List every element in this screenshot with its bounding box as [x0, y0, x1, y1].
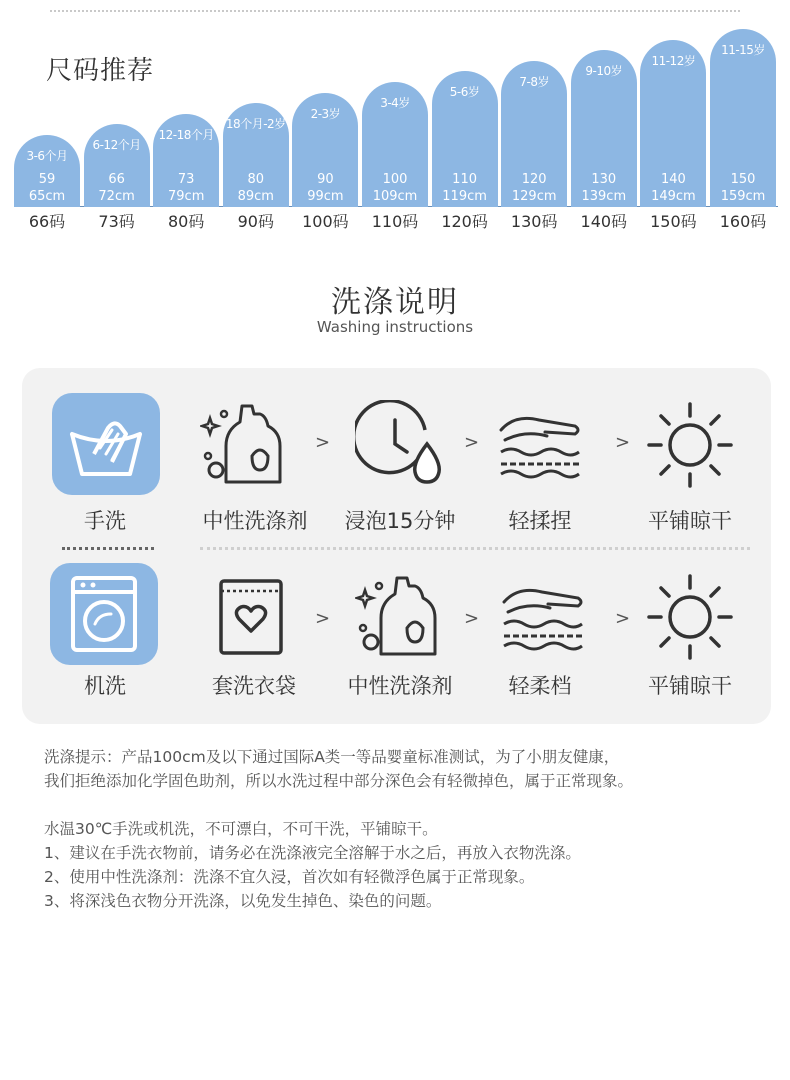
size-height-label: 150 [730, 172, 756, 187]
size-code-label: 160码 [719, 212, 767, 231]
notes-line: 洗涤提示：产品100cm及以下通过国际A类一等品婴童标准测试，为了小朋友健康， [44, 748, 620, 766]
size-column [501, 40, 567, 235]
size-code-label: 100码 [302, 212, 349, 231]
arrow-icon: > [464, 432, 480, 453]
size-height-label: 59 [38, 172, 56, 187]
size-code-label: 90码 [237, 212, 274, 231]
wash-notes [44, 745, 764, 913]
size-code-label: 140码 [580, 212, 628, 231]
size-bar [571, 50, 637, 207]
size-height-label: 100 [382, 172, 408, 187]
gentle-knead-hand-icon [498, 572, 588, 662]
step-label-flat-dry: 平铺晾干 [648, 674, 732, 698]
notes-line: 1、建议在手洗衣物前，请务必在洗涤液完全溶解于水之后，再放入衣物洗涤。 [44, 844, 581, 862]
size-column [292, 40, 358, 235]
size-code-label: 110码 [371, 212, 419, 231]
size-range-label: 129cm [511, 189, 557, 204]
notes-line: 3、将深浅色衣物分开洗涤，以免发生掉色、染色的问题。 [44, 892, 442, 910]
size-age-label: 11-12岁 [651, 53, 696, 68]
size-range-label: 119cm [442, 189, 487, 204]
size-range-label: 149cm [651, 189, 696, 204]
size-code-label: 66码 [28, 212, 66, 231]
machine-wash-label: 机洗 [84, 674, 126, 698]
size-column [362, 40, 428, 235]
row-divider-long [200, 547, 750, 550]
size-bar [223, 103, 289, 207]
size-column [640, 40, 706, 235]
size-column [14, 40, 80, 235]
hand-wash-label: 手洗 [84, 509, 126, 533]
arrow-icon: > [315, 608, 331, 629]
size-height-label: 73 [177, 172, 195, 187]
clock-droplet-icon [355, 400, 445, 490]
size-age-label: 11-15岁 [721, 43, 765, 57]
size-bar [640, 40, 706, 207]
arrow-icon: > [464, 608, 480, 629]
size-height-label: 130 [591, 172, 617, 187]
sun-icon [645, 572, 735, 662]
size-column [432, 40, 498, 235]
size-age-label: 9-10岁 [585, 64, 623, 79]
size-age-label: 5-6岁 [449, 85, 480, 100]
size-range-label: 79cm [168, 189, 205, 204]
size-age-label: 3-4岁 [380, 96, 410, 110]
size-range-label: 89cm [237, 189, 274, 204]
size-range-label: 72cm [98, 189, 135, 204]
gentle-knead-hand-icon [495, 400, 585, 490]
sun-icon [645, 400, 735, 490]
size-height-label: 110 [452, 172, 477, 187]
size-bar [432, 71, 498, 207]
size-range-label: 65cm [28, 189, 66, 204]
size-code-label: 80码 [168, 212, 205, 231]
laundry-bag-icon [208, 573, 298, 663]
size-range-label: 99cm [307, 189, 344, 204]
hand-wash-basin-icon [52, 393, 160, 495]
notes-line: 我们拒绝添加化学固色助剂，所以水洗过程中部分深色会有轻微掉色，属于正常现象。 [44, 772, 634, 790]
size-section-title: 尺码推荐 [46, 56, 155, 86]
wash-section-title: 洗涤说明 [331, 285, 459, 320]
notes-line: 水温30℃手洗或机洗，不可漂白，不可干洗，平铺晾干。 [44, 820, 438, 838]
notes-line: 2、使用中性洗涤剂：洗涤不宜久浸，首次如有轻微浮色属于正常现象。 [44, 868, 535, 886]
size-code-label: 73码 [98, 212, 135, 231]
size-column [153, 40, 219, 235]
size-height-label: 90 [317, 172, 334, 187]
arrow-icon: > [615, 432, 631, 453]
size-column [84, 40, 150, 235]
size-code-label: 120码 [441, 212, 488, 231]
size-code-label: 150码 [650, 212, 697, 231]
step-label-knead: 轻揉捏 [508, 509, 572, 533]
row-divider-short [62, 547, 154, 550]
size-age-label: 3-6个月 [26, 149, 68, 163]
size-age-label: 18个月-2岁 [225, 117, 286, 132]
size-height-label: 66 [108, 172, 125, 187]
arrow-icon: > [315, 432, 331, 453]
step-label-flat-dry: 平铺晾干 [648, 509, 732, 533]
size-bar [153, 114, 219, 207]
size-bar [362, 82, 428, 207]
step-label-neutral-detergent: 中性洗涤剂 [202, 509, 308, 533]
step-label-laundry-bag: 套洗衣袋 [212, 674, 296, 698]
size-column [710, 40, 776, 235]
size-height-label: 140 [660, 172, 686, 187]
size-bar [84, 124, 150, 207]
detergent-bottle-icon [200, 400, 290, 490]
arrow-icon: > [615, 608, 631, 629]
size-bar [501, 61, 567, 207]
size-range-label: 109cm [372, 189, 418, 204]
detergent-bottle-icon [355, 572, 445, 662]
size-bar [710, 29, 776, 207]
size-age-label: 2-3岁 [310, 106, 341, 121]
step-label-neutral-detergent: 中性洗涤剂 [347, 674, 453, 698]
wash-section-subtitle: Washing instructions [316, 318, 474, 336]
step-label-gentle-mode: 轻柔档 [508, 674, 572, 698]
size-height-label: 120 [521, 172, 547, 187]
size-age-label: 7-8岁 [519, 74, 549, 89]
size-column [571, 40, 637, 235]
size-bar [14, 135, 80, 207]
size-code-label: 130码 [510, 212, 558, 231]
size-age-label: 12-18个月 [158, 127, 214, 142]
top-dotted-divider [50, 10, 740, 12]
size-range-label: 159cm [720, 189, 766, 204]
step-label-soak: 浸泡15分钟 [344, 509, 456, 533]
size-bar [292, 93, 358, 207]
size-height-label: 80 [247, 172, 265, 187]
size-range-label: 139cm [581, 189, 627, 204]
size-age-label: 6-12个月 [92, 138, 141, 153]
washing-machine-icon [50, 563, 158, 665]
size-chart [14, 40, 778, 235]
size-column [223, 40, 289, 235]
